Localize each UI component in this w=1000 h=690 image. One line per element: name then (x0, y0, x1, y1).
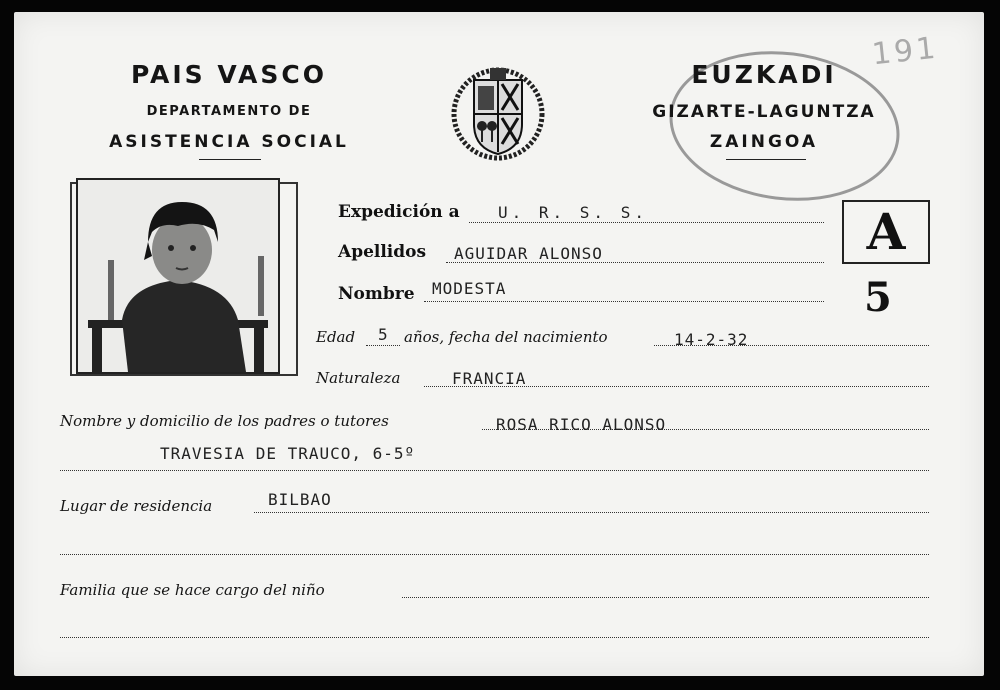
header-underline (199, 159, 261, 160)
header-euzkadi: EUZKADI (691, 60, 837, 89)
familia-label: Familia que se hace cargo del niño (60, 581, 325, 599)
fecha-value: 14-2-32 (674, 330, 749, 349)
residencia-value: BILBAO (268, 490, 332, 509)
apellidos-value: AGUIDAR ALONSO (454, 244, 603, 263)
nombre-label: Nombre (338, 284, 415, 304)
handwritten-number: 191 (870, 30, 940, 73)
padres-label: Nombre y domicilio de los padres o tutores (60, 412, 389, 430)
apellidos-label: Apellidos (338, 242, 427, 262)
fecha-label: años, fecha del nacimiento (404, 328, 608, 346)
expedicion-label: Expedición a (338, 202, 460, 222)
expedicion-value: U. R. S. S. (498, 203, 648, 222)
category-box (842, 200, 930, 264)
domicilio-value: TRAVESIA DE TRAUCO, 6-5º (160, 444, 416, 463)
category-number: 5 (864, 274, 892, 321)
header-right-underline (726, 159, 806, 160)
nombre-value: MODESTA (432, 279, 507, 298)
header-asistencia-social: ASISTENCIA SOCIAL (109, 132, 349, 152)
registration-card (14, 12, 984, 676)
padres-value: ROSA RICO ALONSO (496, 415, 667, 434)
header-pais-vasco: PAIS VASCO (131, 60, 327, 89)
header-zaingoa: ZAINGOA (709, 132, 819, 152)
edad-value: 5 (378, 325, 389, 344)
header-gizarte-laguntza: GIZARTE-LAGUNTZA (652, 102, 876, 122)
category-letter: A (866, 202, 906, 261)
header-departamento: DEPARTAMENTO DE (146, 104, 312, 119)
naturaleza-value: FRANCIA (452, 369, 527, 388)
edad-label: Edad (316, 328, 356, 346)
child-photo (76, 178, 280, 374)
residencia-label: Lugar de residencia (60, 497, 213, 515)
coat-of-arms-emblem (450, 62, 546, 162)
naturaleza-label: Naturaleza (316, 369, 401, 387)
